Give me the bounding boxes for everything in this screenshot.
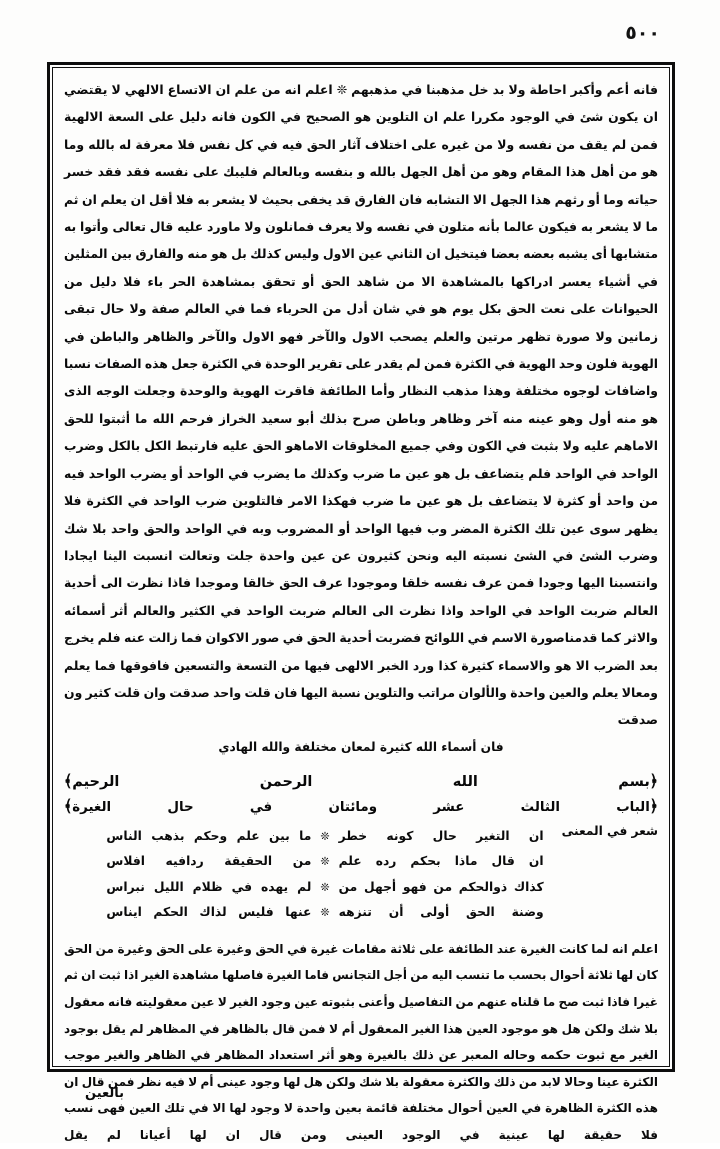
poem-verse-row	[64, 875, 586, 901]
page-number: ٥٠٠	[625, 22, 660, 44]
poem-label: شعر في المعنى	[561, 823, 658, 838]
poem-hemistich-first: وضنة الحق أولى أن تنزهه	[338, 905, 544, 920]
poem-verse-row	[64, 824, 586, 850]
verse-separator-icon: ❊	[320, 855, 330, 869]
chapter-heading	[64, 795, 658, 820]
body-paragraph-bottom: اعلم انه لما كانت الغيرة عند الطائفة على ثلاثة مقامات غيرة في الحق وغيرة على الحق وغيرة من الحق كان لها ثلاثة أحوال بحسب ما تنسب اليه من أجل التجانس فاما الغيرة فاصلها مشاهدة الغير اذا ثبت ان ثم غيرا فاذا ثبت صح ما قلناه عنهم من التفاصيل وأعنى بثبوته عين وجود الغير لا عين معقوليته فانه معقول بلا شك ولكن هل هو موجود العين هذا الغير المعقول أم لا فمن قال بالظاهر في المظاهر لم يقل بوجود الغير مع ثبوت حكمه وحاله المعبر عن ذلك بالغيرة وهو أثر استعداد المظاهر في الظاهر والغير موجب الكثرة عينا وحالا لابد من ذلك والكثرة معقولة بلا شك ولكن هل لها وجود عينى أم لا فيه نظر فمن قال ان هذه الكثرة الظاهرة في العين أحوال مختلفة قائمة بعين واحدة لا وجود لها الا في تلك العين فهى نسب فلا حقيقة لها عينية في الوجود العينى ومن قال ان لها أعيانا لم يقل	[64, 941, 658, 1142]
catchword: بالعين	[85, 1086, 124, 1101]
poem-hemistich-second: لم يهده في ظلام الليل نبراس	[106, 879, 312, 894]
ornament-close-icon: ﴾	[64, 772, 73, 791]
body-top-closing-line: فان أسماء الله كثيرة لمعان مختلفة والله الهادي	[218, 739, 504, 754]
poem-hemistich-first: ان قال ماذا بحكم رده علم	[338, 854, 544, 869]
poem-hemistich-first: ان التغير حال كونه خطر	[338, 828, 544, 843]
poem-verse-row	[64, 900, 586, 926]
verse-separator-icon: ❊	[320, 906, 330, 920]
poem-hemistich-second: من الحقيقة ردافيه افلاس	[106, 854, 312, 869]
basmala-heading	[64, 770, 658, 795]
body-paragraph-top: فانه أعم وأكبر احاطة ولا بد خل مذهبنا في مذهبهم ❊ اعلم انه من علم ان الاتساع الالهي لا يقتضي ان يكون شئ في الوجود مكررا علم ان التلوين هو الصحيح في الكون فانه دليل على السعة الالهية فمن لم يقف من نفسه ولا من غيره على اختلاف آثار الحق فيه في كل نفس فلا معرفة له بالله وما هو من أهل هذا المقام وهو من أهل الجهل بالله و بنفسه وبالعالم فليبك على نفسه فقد فقد خسر حياته وما أو رثهم هذا الجهل الا التشابه فان الفارق قد يخفى بحيث لا يشعر به فلا أقل ان يعلم ان ثم ما لا يشعر به فيكون عالما بأنه متلون في نفسه ولا يعرف فمانلون ولا ماورد عليه قال تعالى وأتوا به متشابها أى يشبه بعضه بعضا فيتخيل ان الثاني عين الاول وليس كذلك بل هو منه والفارق بين المثلين في أشياء يعسر ادراكها بالمشاهدة الا من شاهد الحق أو تحقق بمشاهدة الحر باء فلا دليل من الحيوانات على نعت الحق بكل يوم هو في شان أدل من الحرباء فما في العالم صفة ولا حال تبقى زمانين ولا صورة تظهر مرتين والعلم يصحب الاول والآخر فهو الاول والآخر والظاهر والباطن في الهوية فلون وحد الهوية في الكثرة فمن لم يقدر على تقرير الوحدة في الكثرة جعل هذه الصفات نسبا واضافات لوجوه مختلفة وهذا مذهب النظار وأما الطائفة فاقرت الهوية والوحدة وجعلت الوجه الذى هو منه أول وهو عينه منه آخر وظاهر وباطن صرح بذلك أبو سعيد الخراز فرحم الله ما أثبتوا للحق الاماهم عليه ولا بثبت في الكون وفي جميع المخلوقات الاماهو الحق عليه فارتبط الكل بالكل وضرب الواحد في الواحد فلم يتضاعف بل هو عين ما ضرب وكذلك ما يضرب في الواحد أو يضرب الواحد فيه من واحد أو كثرة لا يتضاعف بل هو عين ما ضرب فهكذا الامر فالتلوين ضرب الواحد في الكثرة فلا يظهر سوى عين تلك الكثرة المضر وب فيها الواحد أو المضروب وبه في الواحد والحق واحد بلا شك وضرب الشئ في الشئ نسبته اليه ونحن كثيرون عن عين واحدة جلت وتعالت انسبت الينا ايجادا وانتسبنا اليها وجودا فمن عرف نفسه خلقا وموجودا عرف الحق خالقا وموجدا فاذا نظرت الى أحدية العالم ضربت الواحد في الواحد واذا نظرت الى العالم ضربت الواحد في الكثير والعالم أثر أسمائه والاثر كما قدمناصورة الاسم في اللوائح فضربت أحدية الحق في صور الاكوان فما زالت عنه فلم يخرج بعد الضرب الا هو والاسماء كثيرة كذا ورد الخبر الالهى فيها من التسعة والتسعين فافوقها فما يعلم ومعالا يعلم والعين واحدة والألوان مراتب والتلوين نسبة اليها فان قلت واحد صدقت وان قلت كثير ون صدقت	[64, 82, 658, 728]
ornament-close-icon: ﴾	[64, 797, 73, 816]
poem-hemistich-second: ما بين علم وحكم بذهب الناس	[106, 828, 312, 843]
poem-section	[64, 824, 658, 926]
basmala-text: بسم الله الرحمن الرحيم	[72, 773, 650, 790]
poem-hemistich-first: كذاك ذوالحكم من فهو أجهل من	[338, 879, 544, 894]
verse-separator-icon: ❊	[320, 829, 330, 843]
poem-hemistich-second: عنها فليس لذاك الحكم ايناس	[106, 905, 312, 920]
section-headings	[64, 770, 658, 820]
chapter-title-text: الباب الثالث عشر ومائتان في حال الغيرة	[72, 799, 650, 815]
poem-verse-list	[64, 824, 586, 926]
ornament-open-icon: ﴿	[649, 797, 658, 816]
verse-separator-icon: ❊	[320, 880, 330, 894]
ornament-open-icon: ﴿	[649, 772, 658, 791]
poem-verse-row	[64, 849, 586, 875]
